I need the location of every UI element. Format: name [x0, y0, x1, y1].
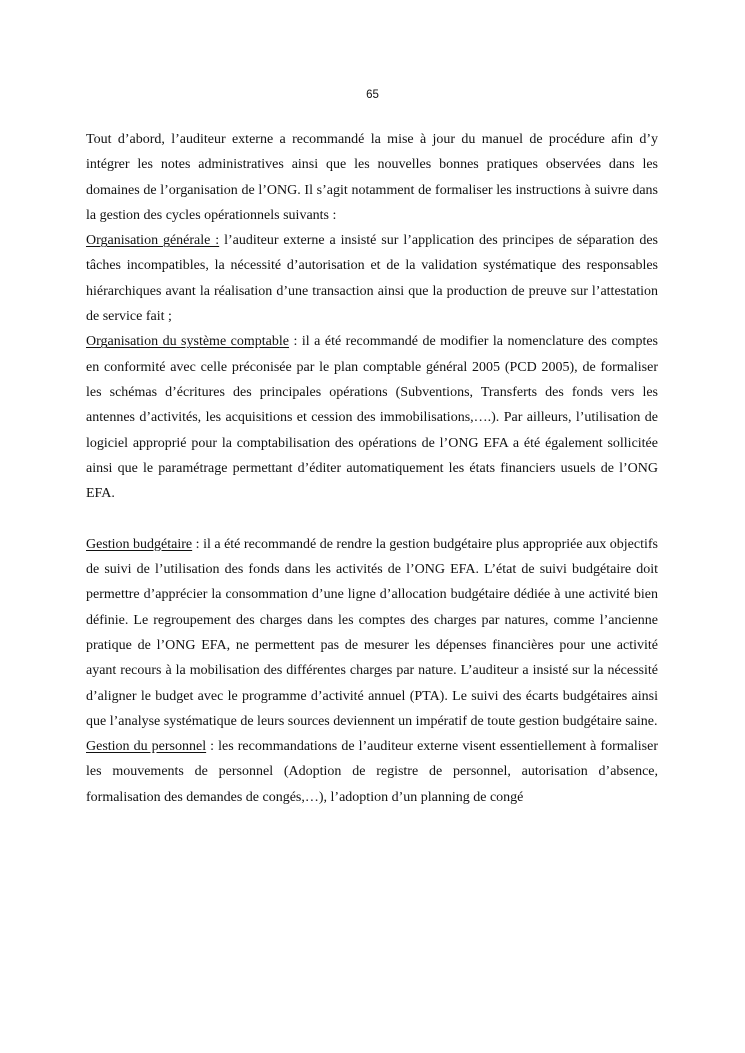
- list-item-systeme-comptable: [86, 329, 658, 506]
- list-item-gestion-personnel: [86, 734, 658, 810]
- item-text: : les recommandations de l’auditeur externe visent essentiellement à formaliser les mouvements de personnel (Adoption de registre de personnel, autorisation d’absence, formalisation des demandes de congés,…), l’adoption d’un planning de congé: [86, 739, 658, 805]
- page-number: 65: [366, 89, 379, 101]
- document-body: [86, 127, 658, 810]
- item-text: : il a été recommandé de modifier la nomenclature des comptes en conformité avec celle préconisée par le plan comptable général 2005 (PCD 2005), de formaliser les schémas d’écritures des principales opérations (Subventions, Transferts des fonds vers les antennes d’activités, les acquisitions et cession des immobilisations,….). Par ailleurs, l’utilisation de logiciel approprié pour la comptabilisation des opérations de l’ONG EFA a été également sollicitée ainsi que le paramétrage permettant d’éditer automatiquement les états financiers usuels de l’ONG EFA.: [86, 334, 658, 502]
- item-heading: Gestion du personnel: [86, 739, 207, 755]
- intro-paragraph: Tout d’abord, l’auditeur externe a recommandé la mise à jour du manuel de procédure afin d’y intégrer les notes administratives ainsi que les nouvelles bonnes pratiques observées dans les domaines de l’organisation de l’ONG. Il s’agit notamment de formaliser les instructions à suivre dans la gestion des cycles opérationnels suivants :: [86, 132, 658, 223]
- list-item-gestion-budgetaire: [86, 532, 658, 734]
- list-item-organisation-generale: [86, 228, 658, 329]
- item-heading: Organisation générale :: [86, 233, 220, 249]
- item-text: l’auditeur externe a insisté sur l’application des principes de séparation des tâches incompatibles, la nécessité d’autorisation et de la validation systématique des responsables hiérarchiques avant la réalisation d’une transaction ainsi que la production de preuve sur l’attestation de service fait ;: [86, 233, 658, 325]
- item-heading: Gestion budgétaire: [86, 536, 193, 552]
- item-text: : il a été recommandé de rendre la gestion budgétaire plus appropriée aux objectifs de suivi de l’utilisation des fonds dans les activités de l’ONG EFA. L’état de suivi budgétaire doit permettre d’apprécier la consommation d’une ligne d’allocation budgétaire dédiée à une activité bien définie. Le regroupement des charges dans les comptes des charges par natures, comme l’ancienne pratique de l’ONG EFA, ne permettent pas de mesurer les dépenses financières pour une activité ayant recours à la mobilisation des différentes charges par nature. L’auditeur a insisté sur la nécessité d’aligner le budget avec le programme d’activité annuel (PTA). Le suivi des écarts budgétaires ainsi que l’analyse systématique de leurs sources deviennent un impératif de toute gestion budgétaire saine.: [86, 536, 658, 729]
- item-heading: Organisation du système comptable: [86, 334, 289, 350]
